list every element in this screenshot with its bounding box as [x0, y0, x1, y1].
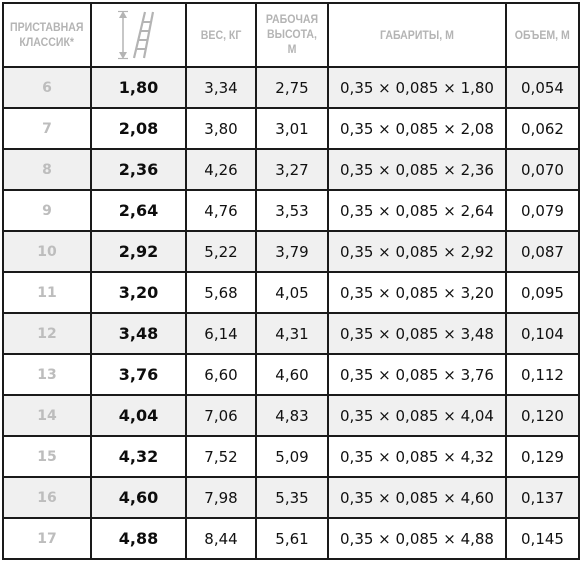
cell-length: 4,88: [91, 518, 186, 559]
cell-weight: 3,34: [186, 67, 256, 108]
cell-volume: 0,120: [506, 395, 579, 436]
table-row: [3, 231, 579, 272]
header-class: ПРИСТАВНАЯ КЛАССИК*: [3, 3, 91, 67]
cell-weight: 5,68: [186, 272, 256, 313]
table-row: [3, 272, 579, 313]
cell-dimensions: 0,35 × 0,085 × 4,60: [328, 477, 506, 518]
cell-working-height: 3,79: [256, 231, 328, 272]
cell-weight: 4,26: [186, 149, 256, 190]
cell-working-height: 4,83: [256, 395, 328, 436]
cell-class: 15: [3, 436, 91, 477]
table-row: [3, 518, 579, 559]
cell-volume: 0,054: [506, 67, 579, 108]
cell-weight: 4,76: [186, 190, 256, 231]
cell-volume: 0,070: [506, 149, 579, 190]
cell-dimensions: 0,35 × 0,085 × 4,04: [328, 395, 506, 436]
table-row: [3, 436, 579, 477]
cell-volume: 0,112: [506, 354, 579, 395]
cell-class: 12: [3, 313, 91, 354]
cell-working-height: 3,01: [256, 108, 328, 149]
cell-dimensions: 0,35 × 0,085 × 2,08: [328, 108, 506, 149]
cell-length: 3,48: [91, 313, 186, 354]
cell-class: 17: [3, 518, 91, 559]
cell-weight: 6,14: [186, 313, 256, 354]
cell-working-height: 4,60: [256, 354, 328, 395]
cell-volume: 0,129: [506, 436, 579, 477]
cell-length: 4,32: [91, 436, 186, 477]
cell-class: 16: [3, 477, 91, 518]
table-row: [3, 67, 579, 108]
cell-dimensions: 0,35 × 0,085 × 4,88: [328, 518, 506, 559]
table-row: [3, 477, 579, 518]
cell-working-height: 5,35: [256, 477, 328, 518]
cell-dimensions: 0,35 × 0,085 × 1,80: [328, 67, 506, 108]
ladder-spec-table: [2, 2, 580, 560]
cell-volume: 0,104: [506, 313, 579, 354]
cell-length: 2,36: [91, 149, 186, 190]
cell-weight: 5,22: [186, 231, 256, 272]
cell-length: 4,04: [91, 395, 186, 436]
ladder-height-icon: [115, 10, 163, 60]
cell-class: 11: [3, 272, 91, 313]
cell-length: 3,76: [91, 354, 186, 395]
cell-dimensions: 0,35 × 0,085 × 3,76: [328, 354, 506, 395]
cell-working-height: 3,27: [256, 149, 328, 190]
cell-weight: 3,80: [186, 108, 256, 149]
cell-class: 10: [3, 231, 91, 272]
header-dimensions: ГАБАРИТЫ, М: [328, 3, 506, 67]
cell-working-height: 4,05: [256, 272, 328, 313]
cell-working-height: 5,61: [256, 518, 328, 559]
cell-dimensions: 0,35 × 0,085 × 3,20: [328, 272, 506, 313]
table-row: [3, 149, 579, 190]
cell-class: 7: [3, 108, 91, 149]
cell-class: 8: [3, 149, 91, 190]
cell-working-height: 4,31: [256, 313, 328, 354]
cell-weight: 8,44: [186, 518, 256, 559]
spec-table-container: [2, 2, 580, 560]
header-weight: ВЕС, КГ: [186, 3, 256, 67]
cell-dimensions: 0,35 × 0,085 × 3,48: [328, 313, 506, 354]
cell-length: 4,60: [91, 477, 186, 518]
cell-dimensions: 0,35 × 0,085 × 2,64: [328, 190, 506, 231]
table-header-row: [3, 3, 579, 67]
cell-volume: 0,062: [506, 108, 579, 149]
cell-length: 2,64: [91, 190, 186, 231]
header-working-height: РАБОЧАЯ ВЫСОТА, М: [256, 3, 328, 67]
cell-length: 1,80: [91, 67, 186, 108]
cell-working-height: 2,75: [256, 67, 328, 108]
cell-class: 14: [3, 395, 91, 436]
cell-dimensions: 0,35 × 0,085 × 4,32: [328, 436, 506, 477]
cell-volume: 0,145: [506, 518, 579, 559]
cell-weight: 7,52: [186, 436, 256, 477]
table-row: [3, 395, 579, 436]
cell-volume: 0,137: [506, 477, 579, 518]
cell-length: 3,20: [91, 272, 186, 313]
cell-weight: 6,60: [186, 354, 256, 395]
cell-volume: 0,079: [506, 190, 579, 231]
cell-volume: 0,087: [506, 231, 579, 272]
cell-class: 13: [3, 354, 91, 395]
cell-working-height: 5,09: [256, 436, 328, 477]
table-row: [3, 313, 579, 354]
cell-weight: 7,06: [186, 395, 256, 436]
header-length: [91, 3, 186, 67]
table-row: [3, 190, 579, 231]
table-row: [3, 108, 579, 149]
cell-length: 2,92: [91, 231, 186, 272]
cell-length: 2,08: [91, 108, 186, 149]
cell-volume: 0,095: [506, 272, 579, 313]
cell-dimensions: 0,35 × 0,085 × 2,92: [328, 231, 506, 272]
cell-class: 6: [3, 67, 91, 108]
header-volume: ОБЪЕМ, М: [506, 3, 579, 67]
cell-working-height: 3,53: [256, 190, 328, 231]
cell-dimensions: 0,35 × 0,085 × 2,36: [328, 149, 506, 190]
cell-class: 9: [3, 190, 91, 231]
cell-weight: 7,98: [186, 477, 256, 518]
table-row: [3, 354, 579, 395]
